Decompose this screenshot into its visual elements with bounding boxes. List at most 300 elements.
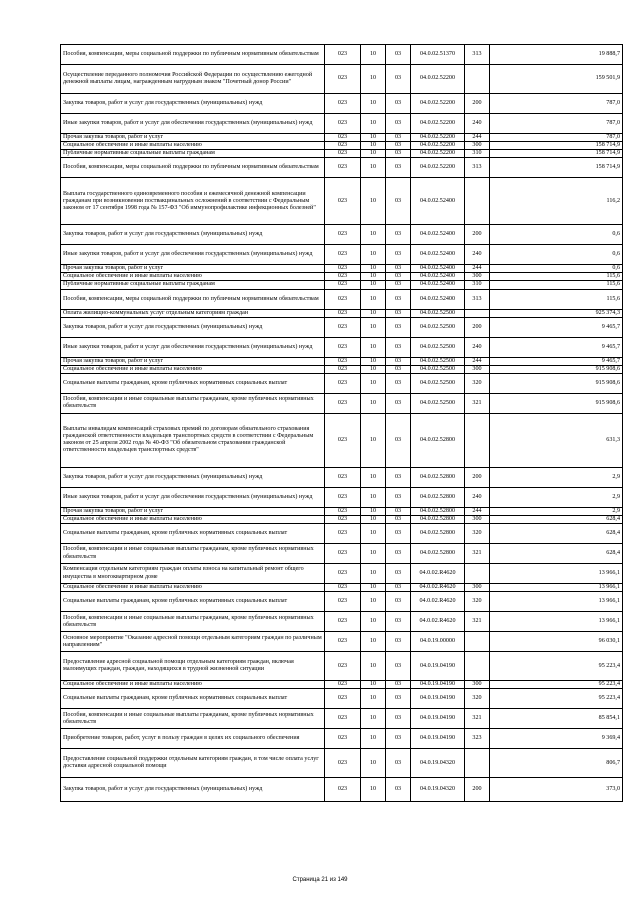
cell-expense-type: 300 bbox=[465, 584, 490, 592]
cell-section-code: 10 bbox=[361, 689, 386, 709]
cell-ministry-code: 023 bbox=[325, 114, 361, 134]
cell-name: Иные закупки товаров, работ и услуг для обеспечения государственных (муниципальных) нужд bbox=[61, 487, 325, 507]
cell-subsection-code: 03 bbox=[386, 273, 411, 281]
table-row bbox=[61, 487, 623, 507]
cell-target-article: 04.0.02.52500 bbox=[411, 373, 465, 393]
cell-section-code: 10 bbox=[361, 225, 386, 245]
table-row bbox=[61, 373, 623, 393]
cell-ministry-code: 023 bbox=[325, 467, 361, 487]
cell-amount: 2,9 bbox=[490, 507, 623, 515]
cell-target-article: 04.0.02.52200 bbox=[411, 158, 465, 178]
cell-name: Социальные выплаты гражданам, кроме публичных нормативных социальных выплат bbox=[61, 689, 325, 709]
cell-ministry-code: 023 bbox=[325, 150, 361, 158]
cell-subsection-code: 03 bbox=[386, 317, 411, 337]
cell-target-article: 04.0.02.52400 bbox=[411, 225, 465, 245]
cell-section-code: 10 bbox=[361, 365, 386, 373]
cell-amount: 13 966,1 bbox=[490, 584, 623, 592]
cell-amount: 915 908,6 bbox=[490, 365, 623, 373]
cell-name: Закупка товаров, работ и услуг для государственных (муниципальных) нужд bbox=[61, 225, 325, 245]
cell-ministry-code: 023 bbox=[325, 273, 361, 281]
cell-ministry-code: 023 bbox=[325, 94, 361, 114]
cell-amount: 628,4 bbox=[490, 515, 623, 523]
cell-subsection-code: 03 bbox=[386, 309, 411, 317]
table-row bbox=[61, 178, 623, 225]
cell-section-code: 10 bbox=[361, 467, 386, 487]
cell-ministry-code: 023 bbox=[325, 749, 361, 778]
cell-name: Предоставление социальной поддержки отдельным категориям граждан, в том числе оплата услуг доставки адресной социальной помощи bbox=[61, 749, 325, 778]
cell-ministry-code: 023 bbox=[325, 524, 361, 544]
cell-expense-type: 300 bbox=[465, 142, 490, 150]
cell-name: Социальное обеспечение и иные выплаты населению bbox=[61, 584, 325, 592]
cell-name: Социальное обеспечение и иные выплаты населению bbox=[61, 273, 325, 281]
cell-name: Пособия, компенсации и иные социальные выплаты гражданам, кроме публичных нормативных обязательств bbox=[61, 393, 325, 413]
cell-target-article: 04.0.02.52400 bbox=[411, 289, 465, 309]
cell-target-article: 04.0.02.52200 bbox=[411, 142, 465, 150]
cell-ministry-code: 023 bbox=[325, 317, 361, 337]
cell-subsection-code: 03 bbox=[386, 544, 411, 564]
cell-subsection-code: 03 bbox=[386, 134, 411, 142]
cell-amount: 158 714,9 bbox=[490, 142, 623, 150]
cell-name: Закупка товаров, работ и услуг для государственных (муниципальных) нужд bbox=[61, 94, 325, 114]
cell-expense-type bbox=[465, 749, 490, 778]
cell-ministry-code: 023 bbox=[325, 689, 361, 709]
cell-expense-type bbox=[465, 178, 490, 225]
cell-name: Закупка товаров, работ и услуг для государственных (муниципальных) нужд bbox=[61, 317, 325, 337]
cell-name: Публичные нормативные социальные выплаты гражданам bbox=[61, 150, 325, 158]
cell-expense-type: 320 bbox=[465, 689, 490, 709]
cell-name: Социальные выплаты гражданам, кроме публичных нормативных социальных выплат bbox=[61, 373, 325, 393]
cell-section-code: 10 bbox=[361, 45, 386, 65]
cell-ministry-code: 023 bbox=[325, 515, 361, 523]
cell-ministry-code: 023 bbox=[325, 413, 361, 467]
cell-target-article: 04.0.02.52500 bbox=[411, 365, 465, 373]
cell-subsection-code: 03 bbox=[386, 357, 411, 365]
table-row bbox=[61, 592, 623, 612]
cell-section-code: 10 bbox=[361, 337, 386, 357]
cell-target-article: 04.0.19.04320 bbox=[411, 749, 465, 778]
cell-subsection-code: 03 bbox=[386, 413, 411, 467]
cell-section-code: 10 bbox=[361, 681, 386, 689]
cell-ministry-code: 023 bbox=[325, 709, 361, 729]
cell-name: Социальные выплаты гражданам, кроме публичных нормативных социальных выплат bbox=[61, 524, 325, 544]
cell-name: Социальное обеспечение и иные выплаты населению bbox=[61, 365, 325, 373]
cell-expense-type: 313 bbox=[465, 45, 490, 65]
cell-target-article: 04.0.02.52500 bbox=[411, 309, 465, 317]
footer-page-total: 149 bbox=[337, 877, 348, 883]
cell-amount: 2,9 bbox=[490, 467, 623, 487]
cell-name: Закупка товаров, работ и услуг для государственных (муниципальных) нужд bbox=[61, 778, 325, 802]
table-row bbox=[61, 158, 623, 178]
cell-amount: 115,6 bbox=[490, 281, 623, 289]
cell-ministry-code: 023 bbox=[325, 142, 361, 150]
cell-ministry-code: 023 bbox=[325, 281, 361, 289]
footer-page-label: Страница bbox=[292, 877, 320, 883]
cell-target-article: 04.0.02.52800 bbox=[411, 507, 465, 515]
cell-expense-type: 310 bbox=[465, 281, 490, 289]
cell-name: Прочая закупка товаров, работ и услуг bbox=[61, 507, 325, 515]
cell-expense-type bbox=[465, 564, 490, 584]
cell-target-article: 04.0.02.52200 bbox=[411, 150, 465, 158]
cell-name: Социальное обеспечение и иные выплаты населению bbox=[61, 681, 325, 689]
cell-ministry-code: 023 bbox=[325, 632, 361, 652]
cell-target-article: 04.0.02.52500 bbox=[411, 317, 465, 337]
cell-name: Выплата государственного единовременного пособия и ежемесячной денежной компенсации гражданам при возникновении поствакцинальных осложнений в соответствии с Федеральным законом от 17 сентября 1998 года № 157-ФЗ "Об иммунопрофилактике инфекционных болезней" bbox=[61, 178, 325, 225]
cell-subsection-code: 03 bbox=[386, 142, 411, 150]
table-row bbox=[61, 281, 623, 289]
cell-ministry-code: 023 bbox=[325, 729, 361, 749]
cell-expense-type: 200 bbox=[465, 317, 490, 337]
cell-section-code: 10 bbox=[361, 632, 386, 652]
cell-name: Иные закупки товаров, работ и услуг для обеспечения государственных (муниципальных) нужд bbox=[61, 114, 325, 134]
cell-amount: 0,6 bbox=[490, 265, 623, 273]
cell-amount: 373,0 bbox=[490, 778, 623, 802]
cell-target-article: 04.0.19.04190 bbox=[411, 729, 465, 749]
cell-amount: 115,6 bbox=[490, 273, 623, 281]
cell-ministry-code: 023 bbox=[325, 507, 361, 515]
cell-section-code: 10 bbox=[361, 524, 386, 544]
cell-name: Компенсация отдельным категориям граждан оплаты взноса на капитальный ремонт общего имущества в многоквартирном доме bbox=[61, 564, 325, 584]
cell-section-code: 10 bbox=[361, 515, 386, 523]
cell-amount: 787,0 bbox=[490, 94, 623, 114]
cell-subsection-code: 03 bbox=[386, 689, 411, 709]
cell-expense-type: 321 bbox=[465, 612, 490, 632]
cell-subsection-code: 03 bbox=[386, 584, 411, 592]
cell-subsection-code: 03 bbox=[386, 114, 411, 134]
cell-name: Приобретение товаров, работ, услуг в пользу граждан в целях их социального обеспечения bbox=[61, 729, 325, 749]
cell-ministry-code: 023 bbox=[325, 373, 361, 393]
cell-name: Выплаты инвалидам компенсаций страховых премий по договорам обязательного страхования гражданской ответственности владельцев транспортных средств в соответствии с Федеральным законом от 25 апреля 2002 года № 40-ФЗ "Об обязательном страховании гражданской ответственности владельцев транспортных средств" bbox=[61, 413, 325, 467]
table-row bbox=[61, 778, 623, 802]
table-row bbox=[61, 467, 623, 487]
table-row bbox=[61, 515, 623, 523]
cell-section-code: 10 bbox=[361, 273, 386, 281]
cell-target-article: 04.0.02.52400 bbox=[411, 245, 465, 265]
cell-expense-type: 321 bbox=[465, 709, 490, 729]
cell-ministry-code: 023 bbox=[325, 584, 361, 592]
table-row bbox=[61, 544, 623, 564]
cell-subsection-code: 03 bbox=[386, 564, 411, 584]
cell-section-code: 10 bbox=[361, 413, 386, 467]
cell-expense-type bbox=[465, 413, 490, 467]
cell-subsection-code: 03 bbox=[386, 515, 411, 523]
cell-section-code: 10 bbox=[361, 150, 386, 158]
cell-name: Пособия, компенсации и иные социальные выплаты гражданам, кроме публичных нормативных обязательств bbox=[61, 612, 325, 632]
cell-ministry-code: 023 bbox=[325, 45, 361, 65]
cell-name: Прочая закупка товаров, работ и услуг bbox=[61, 357, 325, 365]
cell-ministry-code: 023 bbox=[325, 652, 361, 681]
cell-ministry-code: 023 bbox=[325, 365, 361, 373]
cell-expense-type: 323 bbox=[465, 729, 490, 749]
cell-target-article: 04.0.02.52200 bbox=[411, 114, 465, 134]
cell-amount: 158 714,9 bbox=[490, 150, 623, 158]
cell-target-article: 04.0.19.04190 bbox=[411, 652, 465, 681]
cell-expense-type: 300 bbox=[465, 681, 490, 689]
cell-subsection-code: 03 bbox=[386, 524, 411, 544]
cell-expense-type: 320 bbox=[465, 524, 490, 544]
cell-section-code: 10 bbox=[361, 612, 386, 632]
cell-amount: 95 223,4 bbox=[490, 689, 623, 709]
cell-name: Предоставление адресной социальной помощи отдельным категориям граждан, включая малоимущих граждан, граждан, находящихся в трудной жизненной ситуации bbox=[61, 652, 325, 681]
cell-section-code: 10 bbox=[361, 487, 386, 507]
table-row bbox=[61, 225, 623, 245]
cell-expense-type: 310 bbox=[465, 150, 490, 158]
cell-section-code: 10 bbox=[361, 158, 386, 178]
cell-subsection-code: 03 bbox=[386, 365, 411, 373]
cell-expense-type: 321 bbox=[465, 544, 490, 564]
cell-expense-type: 300 bbox=[465, 273, 490, 281]
cell-target-article: 04.0.02.52200 bbox=[411, 134, 465, 142]
table-row bbox=[61, 632, 623, 652]
cell-target-article: 04.0.02.52200 bbox=[411, 94, 465, 114]
footer-page-of: из bbox=[329, 877, 336, 883]
cell-target-article: 04.0.02.R4620 bbox=[411, 584, 465, 592]
cell-ministry-code: 023 bbox=[325, 357, 361, 365]
cell-amount: 925 374,3 bbox=[490, 309, 623, 317]
table-row bbox=[61, 681, 623, 689]
cell-target-article: 04.0.02.52800 bbox=[411, 413, 465, 467]
cell-ministry-code: 023 bbox=[325, 778, 361, 802]
cell-subsection-code: 03 bbox=[386, 158, 411, 178]
cell-ministry-code: 023 bbox=[325, 337, 361, 357]
cell-name: Пособия, компенсации и иные социальные выплаты гражданам, кроме публичных нормативных обязательств bbox=[61, 709, 325, 729]
cell-target-article: 04.0.02.52800 bbox=[411, 467, 465, 487]
cell-target-article: 04.0.02.52400 bbox=[411, 265, 465, 273]
cell-amount: 96 030,1 bbox=[490, 632, 623, 652]
cell-amount: 158 714,9 bbox=[490, 158, 623, 178]
cell-expense-type: 240 bbox=[465, 245, 490, 265]
cell-target-article: 04.0.02.52400 bbox=[411, 178, 465, 225]
cell-ministry-code: 023 bbox=[325, 393, 361, 413]
cell-section-code: 10 bbox=[361, 564, 386, 584]
cell-subsection-code: 03 bbox=[386, 592, 411, 612]
cell-target-article: 04.0.02.52800 bbox=[411, 524, 465, 544]
cell-section-code: 10 bbox=[361, 309, 386, 317]
cell-expense-type: 320 bbox=[465, 373, 490, 393]
cell-name: Публичные нормативные социальные выплаты гражданам bbox=[61, 281, 325, 289]
cell-expense-type: 320 bbox=[465, 592, 490, 612]
cell-name: Социальные выплаты гражданам, кроме публичных нормативных социальных выплат bbox=[61, 592, 325, 612]
table-row bbox=[61, 65, 623, 94]
cell-name: Пособия, компенсации, меры социальной поддержки по публичным нормативным обязательствам bbox=[61, 158, 325, 178]
table-row bbox=[61, 265, 623, 273]
cell-expense-type: 313 bbox=[465, 158, 490, 178]
cell-subsection-code: 03 bbox=[386, 749, 411, 778]
cell-target-article: 04.0.19.04190 bbox=[411, 689, 465, 709]
cell-name: Закупка товаров, работ и услуг для государственных (муниципальных) нужд bbox=[61, 467, 325, 487]
cell-ministry-code: 023 bbox=[325, 681, 361, 689]
cell-target-article: 04.0.02.52800 bbox=[411, 487, 465, 507]
cell-target-article: 04.0.02.52500 bbox=[411, 393, 465, 413]
cell-section-code: 10 bbox=[361, 178, 386, 225]
cell-subsection-code: 03 bbox=[386, 487, 411, 507]
cell-section-code: 10 bbox=[361, 289, 386, 309]
cell-section-code: 10 bbox=[361, 65, 386, 94]
cell-ministry-code: 023 bbox=[325, 309, 361, 317]
table-row bbox=[61, 289, 623, 309]
table-row bbox=[61, 749, 623, 778]
cell-target-article: 04.0.19.04190 bbox=[411, 681, 465, 689]
cell-subsection-code: 03 bbox=[386, 709, 411, 729]
cell-expense-type: 200 bbox=[465, 778, 490, 802]
cell-section-code: 10 bbox=[361, 281, 386, 289]
cell-subsection-code: 03 bbox=[386, 150, 411, 158]
cell-amount: 915 908,6 bbox=[490, 393, 623, 413]
table-row bbox=[61, 273, 623, 281]
cell-ministry-code: 023 bbox=[325, 265, 361, 273]
budget-table bbox=[60, 44, 623, 802]
cell-name: Пособия, компенсации и иные социальные выплаты гражданам, кроме публичных нормативных обязательств bbox=[61, 544, 325, 564]
cell-subsection-code: 03 bbox=[386, 225, 411, 245]
cell-expense-type: 244 bbox=[465, 357, 490, 365]
cell-expense-type: 240 bbox=[465, 337, 490, 357]
cell-subsection-code: 03 bbox=[386, 94, 411, 114]
cell-amount: 0,6 bbox=[490, 245, 623, 265]
cell-amount: 95 223,4 bbox=[490, 681, 623, 689]
cell-section-code: 10 bbox=[361, 245, 386, 265]
cell-target-article: 04.0.02.52500 bbox=[411, 337, 465, 357]
cell-section-code: 10 bbox=[361, 729, 386, 749]
cell-section-code: 10 bbox=[361, 749, 386, 778]
cell-amount: 9 465,7 bbox=[490, 317, 623, 337]
cell-amount: 9 465,7 bbox=[490, 337, 623, 357]
cell-section-code: 10 bbox=[361, 357, 386, 365]
cell-subsection-code: 03 bbox=[386, 45, 411, 65]
cell-subsection-code: 03 bbox=[386, 612, 411, 632]
cell-name: Иные закупки товаров, работ и услуг для обеспечения государственных (муниципальных) нужд bbox=[61, 245, 325, 265]
footer-page-current: 21 bbox=[321, 877, 329, 883]
table-row bbox=[61, 564, 623, 584]
table-row bbox=[61, 413, 623, 467]
cell-subsection-code: 03 bbox=[386, 467, 411, 487]
cell-amount: 19 888,7 bbox=[490, 45, 623, 65]
cell-name: Основное мероприятие "Оказание адресной помощи отдельным категориям граждан по различным направлениям" bbox=[61, 632, 325, 652]
cell-target-article: 04.0.02.R4620 bbox=[411, 612, 465, 632]
cell-ministry-code: 023 bbox=[325, 612, 361, 632]
cell-subsection-code: 03 bbox=[386, 289, 411, 309]
cell-name: Пособия, компенсации, меры социальной поддержки по публичным нормативным обязательствам bbox=[61, 289, 325, 309]
table-row bbox=[61, 317, 623, 337]
cell-amount: 2,9 bbox=[490, 487, 623, 507]
cell-ministry-code: 023 bbox=[325, 65, 361, 94]
cell-target-article: 04.0.02.52800 bbox=[411, 515, 465, 523]
cell-section-code: 10 bbox=[361, 584, 386, 592]
table-row bbox=[61, 245, 623, 265]
cell-subsection-code: 03 bbox=[386, 652, 411, 681]
cell-name: Прочая закупка товаров, работ и услуг bbox=[61, 265, 325, 273]
cell-amount: 13 966,1 bbox=[490, 612, 623, 632]
table-row bbox=[61, 584, 623, 592]
cell-ministry-code: 023 bbox=[325, 225, 361, 245]
cell-subsection-code: 03 bbox=[386, 778, 411, 802]
cell-expense-type: 200 bbox=[465, 467, 490, 487]
cell-subsection-code: 03 bbox=[386, 393, 411, 413]
cell-amount: 13 966,1 bbox=[490, 592, 623, 612]
cell-target-article: 04.0.19.00000 bbox=[411, 632, 465, 652]
table-row bbox=[61, 393, 623, 413]
cell-section-code: 10 bbox=[361, 709, 386, 729]
cell-name: Пособия, компенсации, меры социальной поддержки по публичным нормативным обязательствам bbox=[61, 45, 325, 65]
cell-section-code: 10 bbox=[361, 317, 386, 337]
cell-subsection-code: 03 bbox=[386, 337, 411, 357]
cell-section-code: 10 bbox=[361, 142, 386, 150]
cell-ministry-code: 023 bbox=[325, 564, 361, 584]
cell-subsection-code: 03 bbox=[386, 178, 411, 225]
cell-subsection-code: 03 bbox=[386, 281, 411, 289]
cell-section-code: 10 bbox=[361, 114, 386, 134]
cell-target-article: 04.0.19.04190 bbox=[411, 709, 465, 729]
cell-expense-type: 313 bbox=[465, 289, 490, 309]
cell-amount: 159 501,9 bbox=[490, 65, 623, 94]
cell-target-article: 04.0.19.04320 bbox=[411, 778, 465, 802]
cell-expense-type: 200 bbox=[465, 94, 490, 114]
cell-ministry-code: 023 bbox=[325, 592, 361, 612]
table-row bbox=[61, 689, 623, 709]
cell-ministry-code: 023 bbox=[325, 289, 361, 309]
cell-target-article: 04.0.02.52200 bbox=[411, 65, 465, 94]
cell-amount: 13 966,1 bbox=[490, 564, 623, 584]
table-row bbox=[61, 709, 623, 729]
cell-subsection-code: 03 bbox=[386, 373, 411, 393]
table-row bbox=[61, 309, 623, 317]
cell-ministry-code: 023 bbox=[325, 245, 361, 265]
table-row bbox=[61, 114, 623, 134]
cell-expense-type: 321 bbox=[465, 393, 490, 413]
table-row bbox=[61, 150, 623, 158]
cell-amount: 116,2 bbox=[490, 178, 623, 225]
cell-subsection-code: 03 bbox=[386, 632, 411, 652]
table-row bbox=[61, 45, 623, 65]
table-row bbox=[61, 134, 623, 142]
cell-expense-type: 300 bbox=[465, 365, 490, 373]
cell-section-code: 10 bbox=[361, 592, 386, 612]
cell-expense-type: 240 bbox=[465, 114, 490, 134]
cell-amount: 85 854,1 bbox=[490, 709, 623, 729]
cell-subsection-code: 03 bbox=[386, 507, 411, 515]
table-row bbox=[61, 365, 623, 373]
cell-ministry-code: 023 bbox=[325, 544, 361, 564]
cell-expense-type bbox=[465, 309, 490, 317]
cell-target-article: 04.0.02.52800 bbox=[411, 544, 465, 564]
cell-section-code: 10 bbox=[361, 134, 386, 142]
cell-expense-type bbox=[465, 65, 490, 94]
cell-subsection-code: 03 bbox=[386, 265, 411, 273]
table-row bbox=[61, 142, 623, 150]
cell-amount: 628,4 bbox=[490, 524, 623, 544]
table-row bbox=[61, 337, 623, 357]
cell-ministry-code: 023 bbox=[325, 158, 361, 178]
cell-target-article: 04.0.02.R4620 bbox=[411, 564, 465, 584]
cell-amount: 628,4 bbox=[490, 544, 623, 564]
cell-expense-type: 244 bbox=[465, 134, 490, 142]
cell-section-code: 10 bbox=[361, 373, 386, 393]
cell-amount: 95 223,4 bbox=[490, 652, 623, 681]
page-footer bbox=[0, 877, 640, 883]
cell-amount: 9 369,4 bbox=[490, 729, 623, 749]
cell-amount: 115,6 bbox=[490, 289, 623, 309]
cell-section-code: 10 bbox=[361, 652, 386, 681]
cell-amount: 787,0 bbox=[490, 114, 623, 134]
cell-target-article: 04.0.02.R4620 bbox=[411, 592, 465, 612]
cell-amount: 9 465,7 bbox=[490, 357, 623, 365]
cell-expense-type: 244 bbox=[465, 507, 490, 515]
cell-target-article: 04.0.02.52400 bbox=[411, 281, 465, 289]
cell-amount: 0,6 bbox=[490, 225, 623, 245]
cell-amount: 787,0 bbox=[490, 134, 623, 142]
cell-name: Социальное обеспечение и иные выплаты населению bbox=[61, 515, 325, 523]
cell-amount: 806,7 bbox=[490, 749, 623, 778]
cell-amount: 915 908,6 bbox=[490, 373, 623, 393]
budget-table-body bbox=[61, 45, 623, 802]
